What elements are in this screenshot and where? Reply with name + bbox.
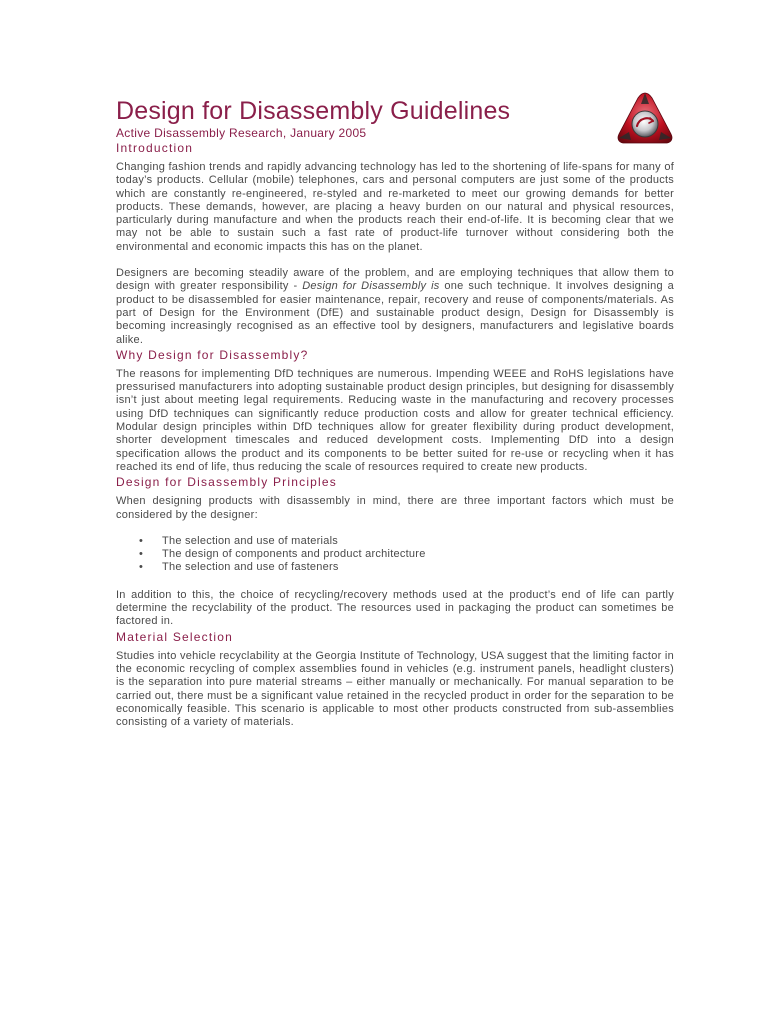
introduction-paragraph-2-end: one such technique. It involves designing a product to be disassembled for easier maintenance, repair, recovery and reuse of components/materials. As part of Design for the Environment (DfE) and sustainable product design, Design for Disassembly is becoming increasingly recognised as an effective tool by designers, manufacturers and legislative boards alike. (116, 280, 675, 346)
list-item (139, 534, 674, 548)
bullet-icon: • (139, 534, 144, 547)
introduction-paragraph-1: Changing fashion trends and rapidly advancing technology has led to the shortening of life-spans for many of today’s products. Cellular (mobile) telephones, cars and personal computers are just some of the products which are constantly re-engineered, re-styled and re-marketed to meet our growing demands for better products. These demands, however, are placing a heavy burden on our natural and physical resources, particularly during manufacture and when the products reach their end-of-life. It is becoming clear that we may not be able to sustain such a fast rate of product-life turnover without considering both the environmental and economic impacts this has on the planet. (116, 161, 674, 253)
principles-closing: In addition to this, the choice of recycling/recovery methods used at the product’s end of life can partly determine the recyclability of the product. The resources used in packaging the product can sometimes be factored in. (116, 588, 674, 628)
section-heading-introduction: Introduction (116, 141, 194, 155)
bullet-icon: • (139, 561, 144, 574)
introduction-paragraph-2-emphasis: Design for Disassembly is (302, 280, 440, 293)
document-header (116, 96, 674, 140)
principles-intro: When designing products with disassembly in mind, there are three important factors which must be considered by the designer: (116, 495, 674, 521)
why-paragraph: The reasons for implementing DfD techniques are numerous. Impending WEEE and RoHS legislations have pressurised manufacturers into adopting sustainable product design principles, but designing for disassembly isn’t just about meeting legal requirements. Reducing waste in the manufacturing and recovery processes using DfD techniques can significantly reduce production costs and allow for greater technical efficiency. Modular design principles within DfD techniques allow for greater flexibility during product development, shorter development timescales and reduced development costs. Implementing DfD into a design specification allows the product and its components to be better suited for re-use or recycling when it has reached its end of life, thus reducing the scale of resources required to create new products. (116, 367, 674, 473)
principles-list (116, 535, 674, 575)
list-item-text: The selection and use of fasteners (162, 561, 339, 574)
section-heading-why: Why Design for Disassembly? (116, 347, 309, 362)
material-selection-paragraph: Studies into vehicle recyclability at the Georgia Institute of Technology, USA suggest that the limiting factor in the economic recycling of complex assemblies found in vehicles (e.g. instrument panels, headlight clusters) is the separation into pure material streams – either manually or mechanically. For manual separation to be carried out, there must be a significant value retained in the recycled product in order for the separation to be economically feasible. This scenario is applicable to most other products constructed from sub-assemblies consisting of a variety of materials. (116, 649, 674, 729)
list-item (139, 548, 674, 561)
list-item-text: The design of components and product architecture (162, 548, 426, 561)
section-heading-principles: Design for Disassembly Principles (116, 475, 337, 490)
document-subtitle: Active Disassembly Research, January 2005 (116, 126, 367, 140)
list-item-text: The selection and use of materials (162, 534, 339, 547)
section-heading-material-selection: Material Selection (116, 629, 233, 644)
introduction-paragraph-2-start: Designers are becoming steadily aware of the problem, and are employing techniques that allow them to design with greater responsibility - (116, 267, 674, 293)
red-triangular-logo-icon (615, 90, 675, 150)
bullet-icon: • (139, 548, 144, 561)
document-title: Design for Disassembly Guidelines (116, 97, 511, 125)
introduction-paragraph-2 (116, 267, 674, 347)
list-item (139, 561, 674, 574)
